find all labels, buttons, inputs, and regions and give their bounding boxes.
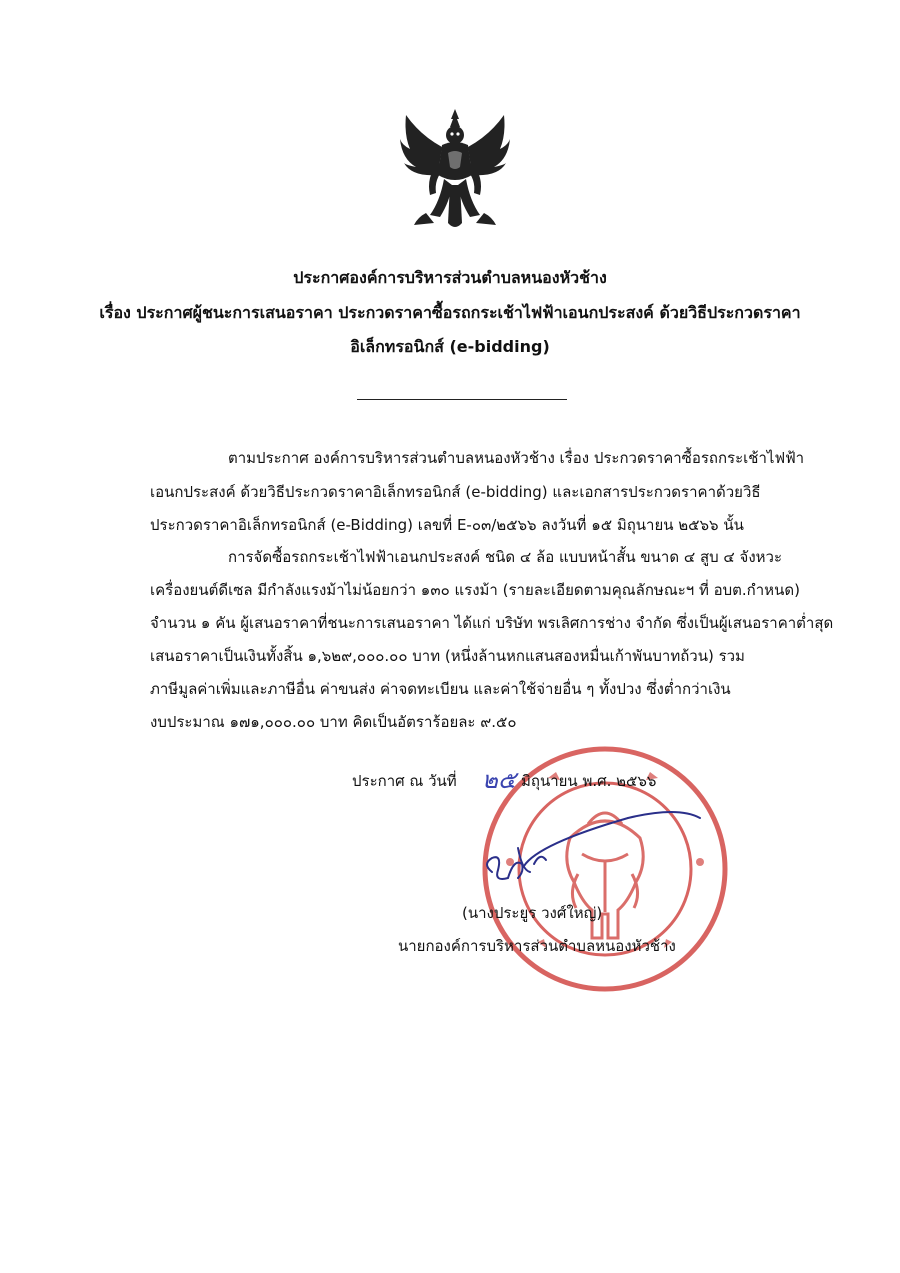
handwritten-day: ๒๕ [482,766,516,794]
body-line: เอนกประสงค์ ด้วยวิธีประกวดราคาอิเล็กทรอนิกส์ (e-bidding) และเอกสารประกวดราคาด้วยวิธี [150,483,761,501]
signatory-name: (นางประยูร วงศ์ใหญ่) [462,904,603,922]
announcement-title: ประกาศองค์การบริหารส่วนตำบลหนองหัวช้าง [293,268,607,287]
garuda-emblem-icon [400,105,510,233]
announcement-subject: เรื่อง ประกาศผู้ชนะการเสนอราคา ประกวดราคาซื้อรถกระเช้าไฟฟ้าเอนกประสงค์ ด้วยวิธีประกวดราคา [99,303,801,322]
signatory-position: นายกองค์การบริหารส่วนตำบลหนองหัวช้าง [398,937,676,955]
body-line: ประกวดราคาอิเล็กทรอนิกส์ (e-Bidding) เลขที่ E-๐๓/๒๕๖๖ ลงวันที่ ๑๕ มิถุนายน ๒๕๖๖ นั้น [150,516,744,534]
signature-icon [478,808,708,898]
body-line: จำนวน ๑ คัน ผู้เสนอราคาที่ชนะการเสนอราคา ได้แก่ บริษัท พรเลิศการช่าง จำกัด ซึ่งเป็นผู้เสนอราคาต่ำสุด [150,614,834,632]
body-line: เสนอราคาเป็นเงินทั้งสิ้น ๑,๖๒๙,๐๐๐.๐๐ บาท (หนึ่งล้านหกแสนสองหมื่นเก้าพันบาทถ้วน) รวม [150,647,745,665]
body-line: การจัดซื้อรถกระเช้าไฟฟ้าเอนกประสงค์ ชนิด ๔ ล้อ แบบหน้าสั้น ขนาด ๔ สูบ ๔ จังหวะ [228,548,783,566]
announcement-subject-continued: อิเล็กทรอนิกส์ (e-bidding) [350,337,550,356]
announcement-date-month-year: มิถุนายน พ.ศ. ๒๕๖๖ [521,772,657,790]
body-line: เครื่องยนต์ดีเซล มีกำลังแรงม้าไม่น้อยกว่า ๑๓๐ แรงม้า (รายละเอียดตามคุณลักษณะฯ ที่ อบต.กำหนด) [150,581,800,599]
body-line: ตามประกาศ องค์การบริหารส่วนตำบลหนองหัวช้าง เรื่อง ประกวดราคาซื้อรถกระเช้าไฟฟ้า [228,449,805,467]
body-line: งบประมาณ ๑๗๑,๐๐๐.๐๐ บาท คิดเป็นอัตราร้อยละ ๙.๕๐ [150,713,517,731]
body-line: ภาษีมูลค่าเพิ่มและภาษีอื่น ค่าขนส่ง ค่าจดทะเบียน และค่าใช้จ่ายอื่น ๆ ทั้งปวง ซึ่งต่ำกว่าเงิน [150,680,731,698]
announcement-date-prefix: ประกาศ ณ วันที่ [352,772,457,790]
title-divider [357,399,567,400]
